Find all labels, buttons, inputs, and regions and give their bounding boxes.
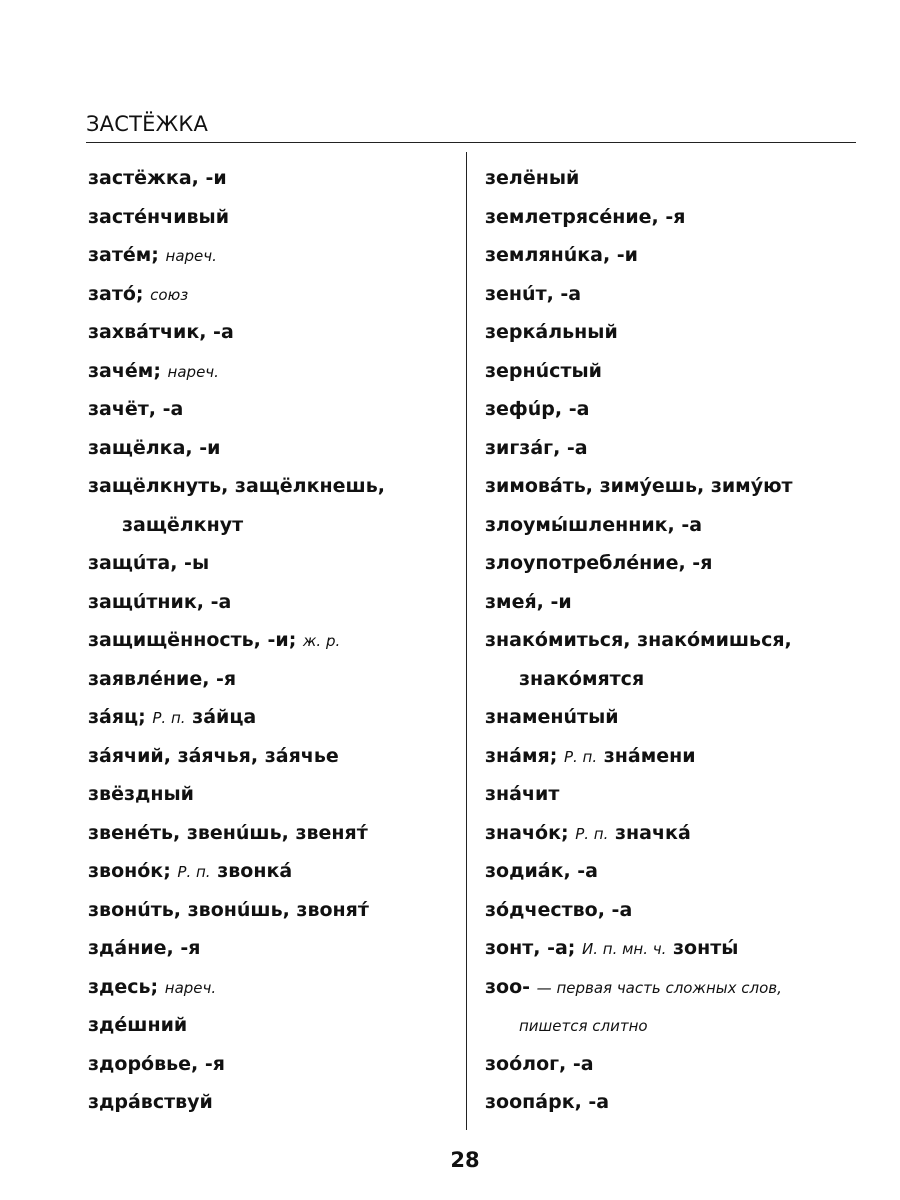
entry-word: звенéть, звенúшь, звенят́ [88,821,368,844]
dictionary-entry [485,313,865,352]
entry-grammar-note: — первая часть сложных слов, [536,978,782,997]
dictionary-entry [485,275,865,314]
entry-word: зáяц; [88,706,146,728]
entry-word: зефúр, -а [485,398,590,420]
entry-word: звонóк; [88,860,171,882]
column-divider [466,152,467,1130]
dictionary-entry [88,198,458,237]
dictionary-entry [88,544,458,583]
entry-word: зоопáрк, -а [485,1091,610,1113]
entry-word: знакóмиться, знакóмишься, [485,629,792,651]
entry-word: зáячий, зáячья, зáячье [88,744,339,767]
entry-word: звонúть, звонúшь, звонят́ [88,898,369,921]
entry-form: зáйца [192,706,257,728]
entry-grammar-note: Р. п. [152,709,186,727]
dictionary-entry [485,506,865,545]
entry-word: здесь; [88,975,159,998]
dictionary-entry [485,737,865,776]
entry-word: зеркáльный [485,321,618,343]
dictionary-entry [485,1045,865,1084]
dictionary-entry [485,583,865,622]
dictionary-entry [88,583,458,622]
dictionary-entry [485,891,865,930]
dictionary-entry [88,352,458,391]
entry-word: зоо- [485,975,531,998]
entry-word: зелёный [485,167,580,189]
dictionary-entry [88,775,458,814]
dictionary-entry [88,737,458,776]
dictionary-entry [88,621,458,660]
entry-grammar-note: ж. р. [302,632,341,650]
entry-word: змея́, -и [485,590,572,613]
entry-word: здрáвствуй [88,1091,213,1113]
dictionary-entry [485,1006,865,1045]
entry-word: знакóмятся [519,667,645,690]
entry-word: зернúстый [485,359,602,382]
right-column [485,159,865,1122]
left-column [88,159,458,1122]
entry-word: затéм; [88,244,159,266]
entry-form: знáмени [603,744,696,767]
dictionary-entry [88,698,458,737]
entry-word: зодиáк, -а [485,860,599,882]
dictionary-entry [485,390,865,429]
entry-form: звонкá [217,860,293,882]
dictionary-entry [485,660,865,699]
entry-grammar-note: И. п. мн. ч. [582,940,667,958]
entry-word: зóдчество, -а [485,898,633,921]
dictionary-entry [88,390,458,429]
dictionary-entry [485,814,865,853]
dictionary-entry [485,236,865,275]
dictionary-entry [88,467,458,506]
dictionary-entry [88,236,458,275]
entry-grammar-note: нареч. [165,247,217,265]
dictionary-entry [88,814,458,853]
dictionary-entry [485,352,865,391]
entry-word: зоóлог, -а [485,1052,594,1075]
entry-word: зонт, -а; [485,937,576,959]
running-header [86,112,856,143]
dictionary-entry [485,159,865,198]
entry-grammar-note: Р. п. [177,863,211,881]
dictionary-entry [88,891,458,930]
entry-word: защúта, -ы [88,552,210,574]
dictionary-entry [88,1083,458,1122]
entry-word: здéшний [88,1014,188,1036]
dictionary-entry [88,1006,458,1045]
entry-word: застёжка, -и [88,167,227,189]
entry-grammar-note: Р. п. [575,824,609,843]
entry-word: здорóвье, -я [88,1052,225,1075]
entry-word: зачёт, -а [88,398,184,420]
entry-form: значкá [615,821,691,844]
dictionary-entry [485,852,865,891]
dictionary-entry [485,198,865,237]
dictionary-entry [485,621,865,660]
entry-word: значóк; [485,821,569,844]
entry-word: звёздный [88,783,194,805]
entry-word: застéнчивый [88,205,230,228]
entry-word: защёлка, -и [88,436,221,459]
dictionary-entry [485,968,865,1007]
entry-grammar-note: Р. п. [563,747,598,766]
dictionary-entry [485,467,865,506]
entry-word: зенúт, -а [485,282,582,305]
dictionary-entry [485,929,865,968]
header-title: ЗАСТЁЖКА [86,112,209,136]
dictionary-entry [485,775,865,814]
dictionary-entry [88,660,458,699]
entry-word: зимовáть, зимýешь, зимýют [485,475,793,497]
entry-word: заявлéние, -я [88,667,237,690]
dictionary-entry [88,1045,458,1084]
entry-word: землетрясéние, -я [485,205,686,228]
entry-grammar-note: пишется слитно [519,1017,648,1035]
entry-word: защёлкнут [122,513,244,536]
entry-grammar-note: нареч. [164,978,217,997]
entry-word: злоумы́шленник, -а [485,513,703,536]
dictionary-entry [88,506,458,545]
entry-word: знáмя; [485,744,558,767]
entry-word: защищённость, -и; [88,629,297,651]
entry-word: знáчит [485,783,560,805]
entry-word: защúтник, -а [88,590,232,613]
dictionary-entry [485,429,865,468]
dictionary-entry [485,544,865,583]
dictionary-entry [485,1083,865,1122]
entry-word: знаменúтый [485,706,619,728]
entry-word: защёлкнуть, защёлкнешь, [88,475,385,497]
dictionary-entry [88,159,458,198]
dictionary-entry [88,929,458,968]
dictionary-entry [88,275,458,314]
entry-word: злоупотреблéние, -я [485,552,713,574]
entry-word: зачéм; [88,359,161,382]
dictionary-entry [88,968,458,1007]
entry-form: зонты́ [673,937,739,959]
entry-word: здáние, -я [88,937,201,959]
entry-grammar-note: нареч. [167,362,219,381]
entry-word: захвáтчик, -а [88,321,234,343]
dictionary-entry [88,852,458,891]
entry-word: затó; [88,282,144,305]
dictionary-entry [88,313,458,352]
entry-grammar-note: союз [150,285,189,304]
entry-word: землянúка, -и [485,244,638,266]
page-number: 28 [450,1148,480,1172]
dictionary-entry [88,429,458,468]
entry-word: зигзáг, -а [485,436,588,459]
dictionary-entry [485,698,865,737]
